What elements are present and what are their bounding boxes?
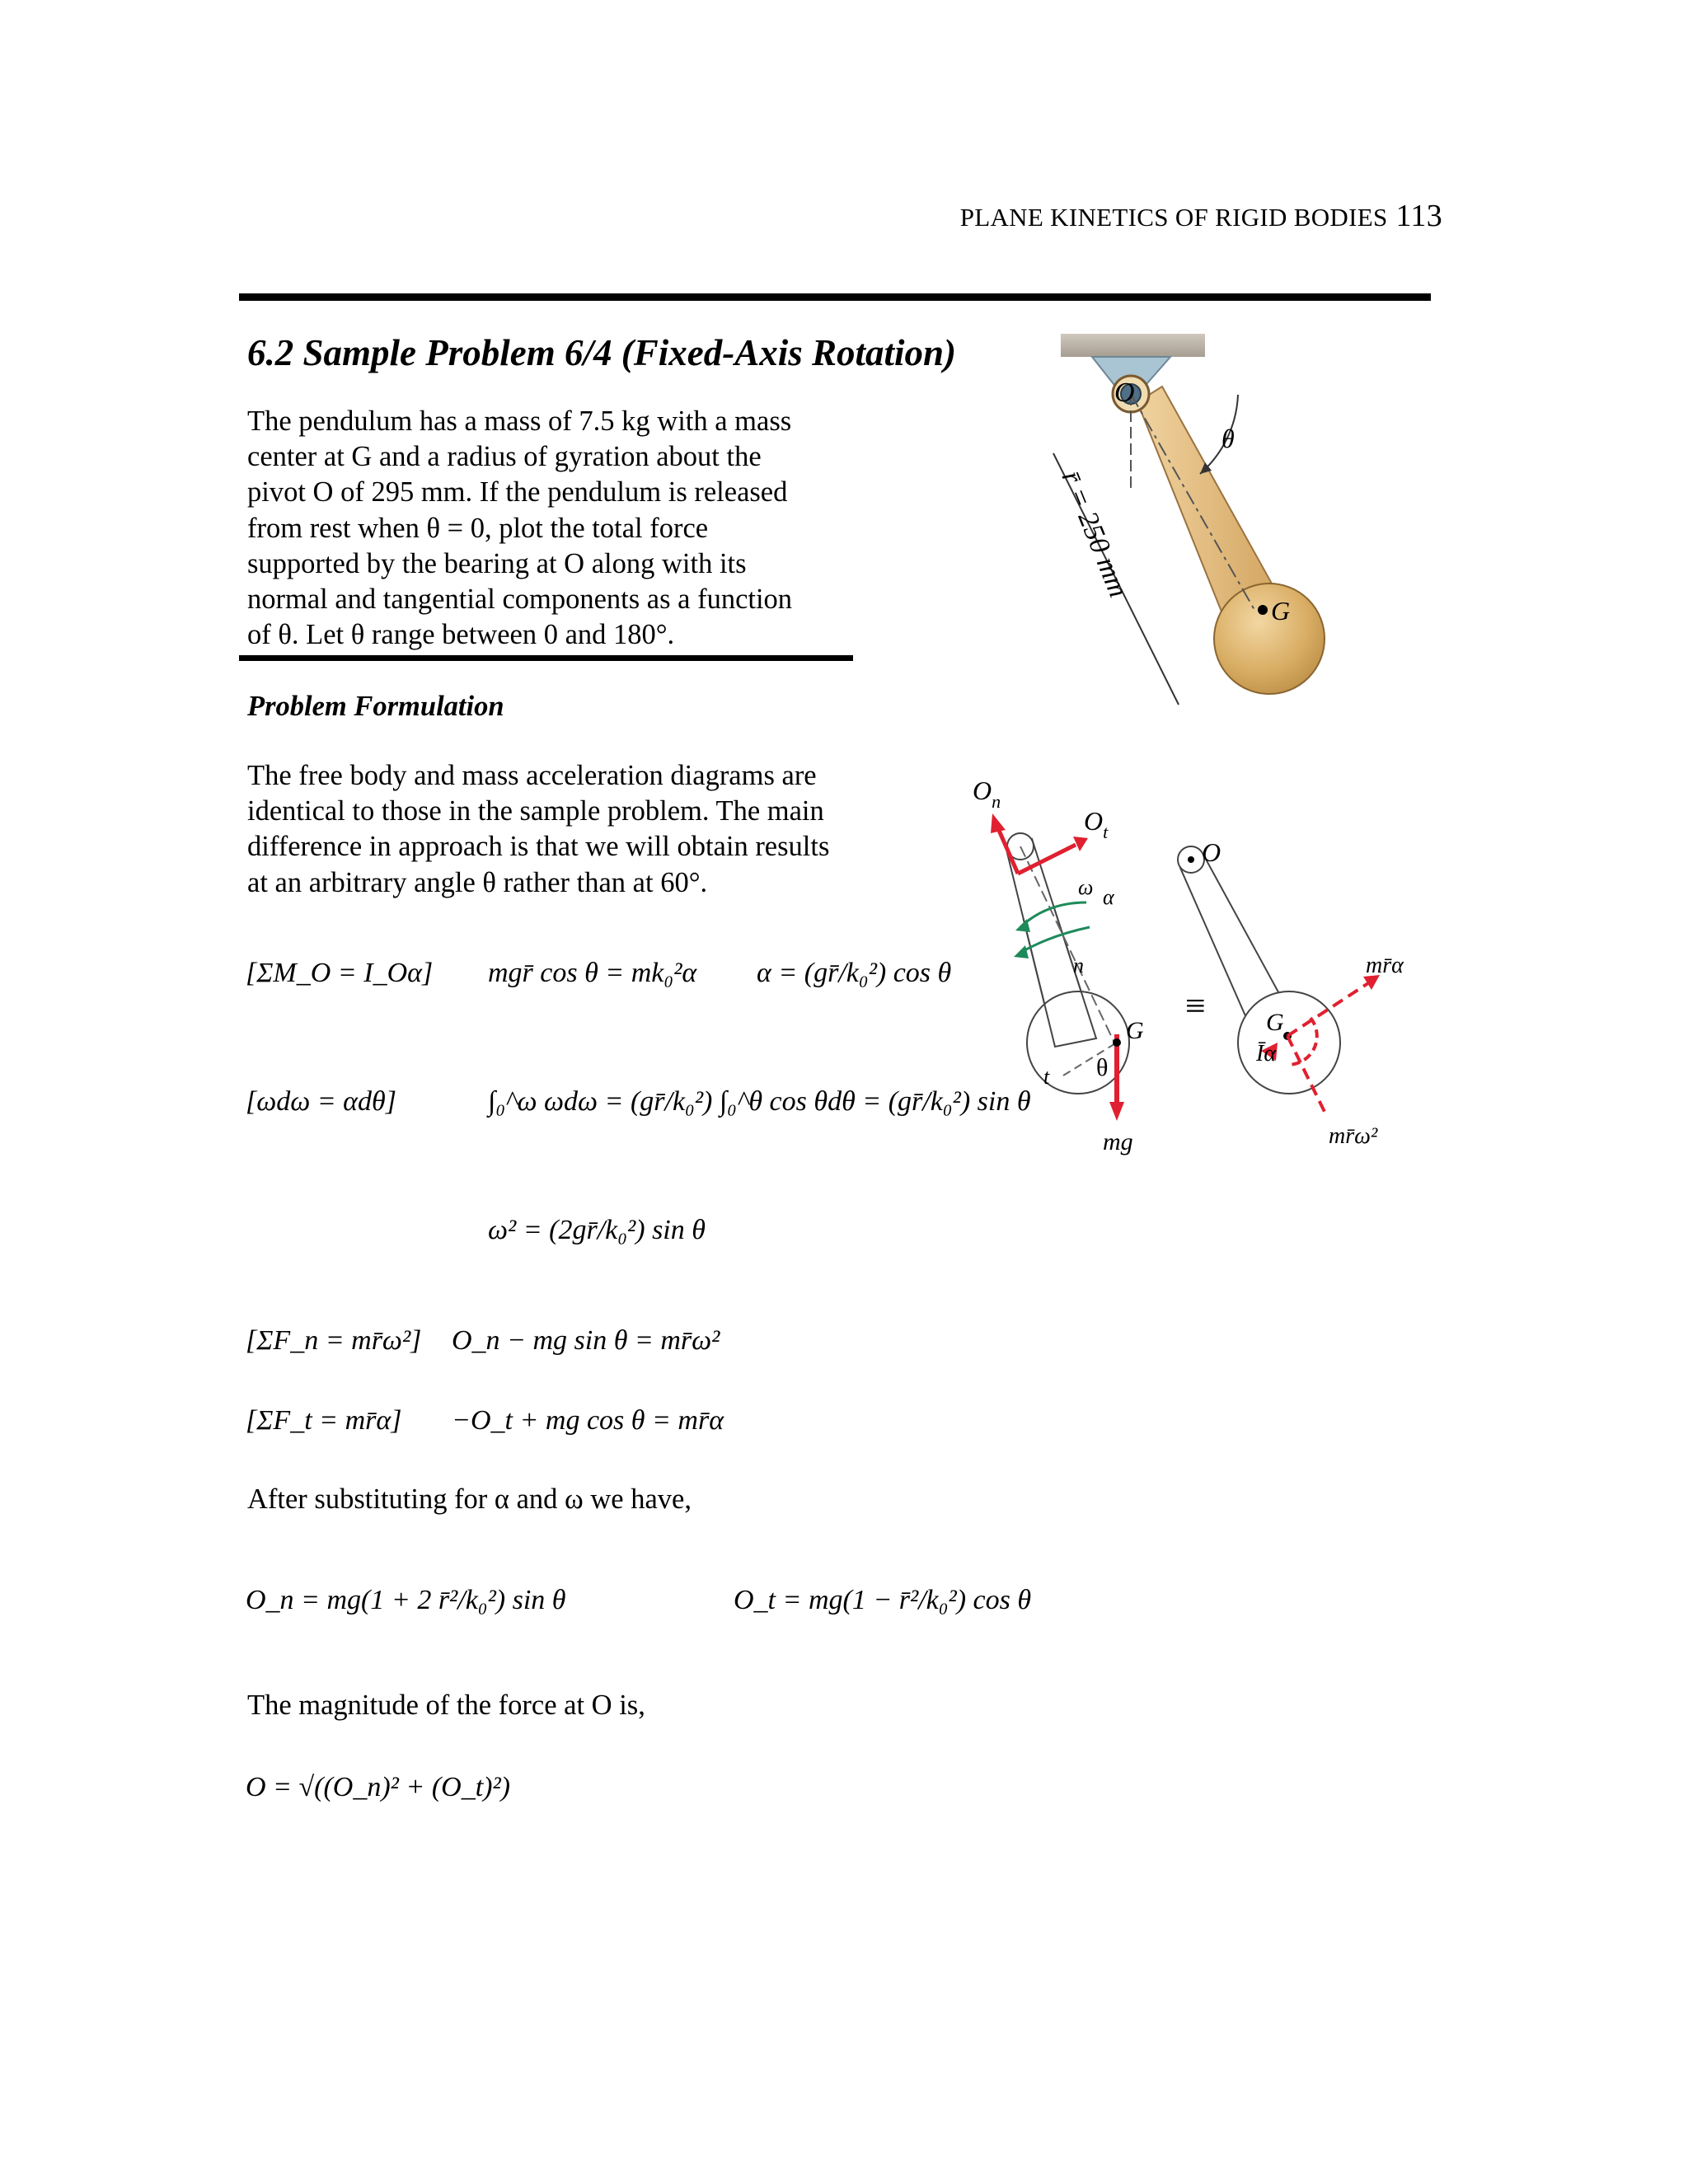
problem-line: normal and tangential components as a function [247, 583, 793, 616]
tangential-force-equation: −O_t + mg cos θ = mr̄α [452, 1405, 724, 1436]
ialpha-label: Īα [1256, 1041, 1277, 1066]
paragraph-line: identical to those in the sample problem. The main [247, 795, 824, 827]
problem-line: pivot O of 295 mm. If the pendulum is released [247, 476, 788, 509]
mad-o-label: O [1202, 837, 1221, 867]
substitution-text: After substituting for α and ω we have, [247, 1483, 692, 1515]
mass-center-dot [1258, 605, 1268, 615]
pendulum-rod [1137, 387, 1276, 616]
problem-rule [239, 655, 853, 661]
alpha-equation: α = (gr̄/k₀²) cos θ [757, 958, 952, 988]
running-header [923, 198, 1442, 234]
mralpha-label: mr̄α [1366, 953, 1404, 978]
center-label: G [1271, 596, 1291, 626]
kinematic-equation: ∫₀^ω ωdω = (gr̄/k₀²) ∫₀^θ cos θdθ = (gr̄/k₀²) sin θ [488, 1086, 1031, 1117]
mad-g-label: G [1266, 1009, 1284, 1036]
alpha-label: α [1103, 885, 1114, 909]
dimension-label: r̄ = 250 mm [1055, 466, 1134, 602]
paragraph-line: at an arbitrary angle θ rather than at 60°. [247, 866, 708, 898]
kinematic-label: [ωdω = αdθ] [246, 1086, 396, 1117]
n-axis-label: n [1073, 954, 1084, 977]
formulation-paragraph [247, 758, 894, 901]
paragraph-line: difference in approach is that we will obtain results [247, 831, 830, 863]
mg-label: mg [1103, 1128, 1133, 1155]
theta-label: θ [1096, 1054, 1109, 1081]
magnitude-text: The magnitude of the force at O is, [247, 1690, 645, 1721]
subheading: Problem Formulation [247, 691, 504, 722]
equivalence-sign: ≡ [1185, 986, 1206, 1026]
center-line [1131, 394, 1254, 610]
ot-label: $O_t$ [1084, 806, 1109, 842]
page-number: 113 [1395, 199, 1442, 233]
problem-line: The pendulum has a mass of 7.5 kg with a mass [247, 405, 792, 437]
g-label: G [1126, 1017, 1144, 1044]
tangential-force-label: [ΣF_t = mr̄α] [246, 1405, 402, 1436]
problem-statement [247, 404, 846, 653]
t-axis-label: t [1043, 1065, 1050, 1089]
on-label: $O_n$ [973, 776, 1001, 812]
moment-equation: mgr̄ cos θ = mk₀²α [488, 958, 697, 988]
problem-line: supported by the bearing at O along with its [247, 547, 747, 579]
paragraph-line: The free body and mass acceleration diagrams are [247, 760, 817, 791]
top-rule [239, 293, 1431, 301]
ceiling-support [1061, 334, 1205, 357]
angle-label: θ [1221, 424, 1235, 453]
pivot-label: O [1114, 377, 1135, 408]
omega-squared-equation: ω² = (2gr̄/k₀²) sin θ [488, 1215, 706, 1245]
moment-label: [ΣM_O = I_Oα] [246, 958, 434, 988]
force-magnitude-equation: O = √((O_n)² + (O_t)²) [246, 1772, 510, 1802]
running-title: PLANE KINETICS OF RIGID BODIES [959, 203, 1388, 232]
free-body-figure [964, 771, 1422, 1174]
problem-line: center at G and a radius of gyration about the [247, 441, 762, 473]
section-title: 6.2 Sample Problem 6/4 (Fixed-Axis Rotation) [247, 332, 957, 373]
normal-force-equation: O_n − mg sin θ = mr̄ω² [452, 1325, 720, 1356]
pendulum-figure [1014, 326, 1360, 721]
problem-line: from rest when θ = 0, plot the total force [247, 512, 709, 544]
normal-force-label: [ΣF_n = mr̄ω²] [246, 1325, 422, 1356]
tangential-component-result: O_t = mg(1 − r̄²/k₀²) cos θ [734, 1585, 1032, 1615]
problem-line: of θ. Let θ range between 0 and 180°. [247, 619, 675, 651]
normal-component-result: O_n = mg(1 + 2 r̄²/k₀²) sin θ [246, 1585, 566, 1615]
omega-label: ω [1078, 875, 1094, 899]
mromega-label: mr̄ω² [1329, 1123, 1378, 1149]
pendulum-disk [1214, 583, 1325, 694]
